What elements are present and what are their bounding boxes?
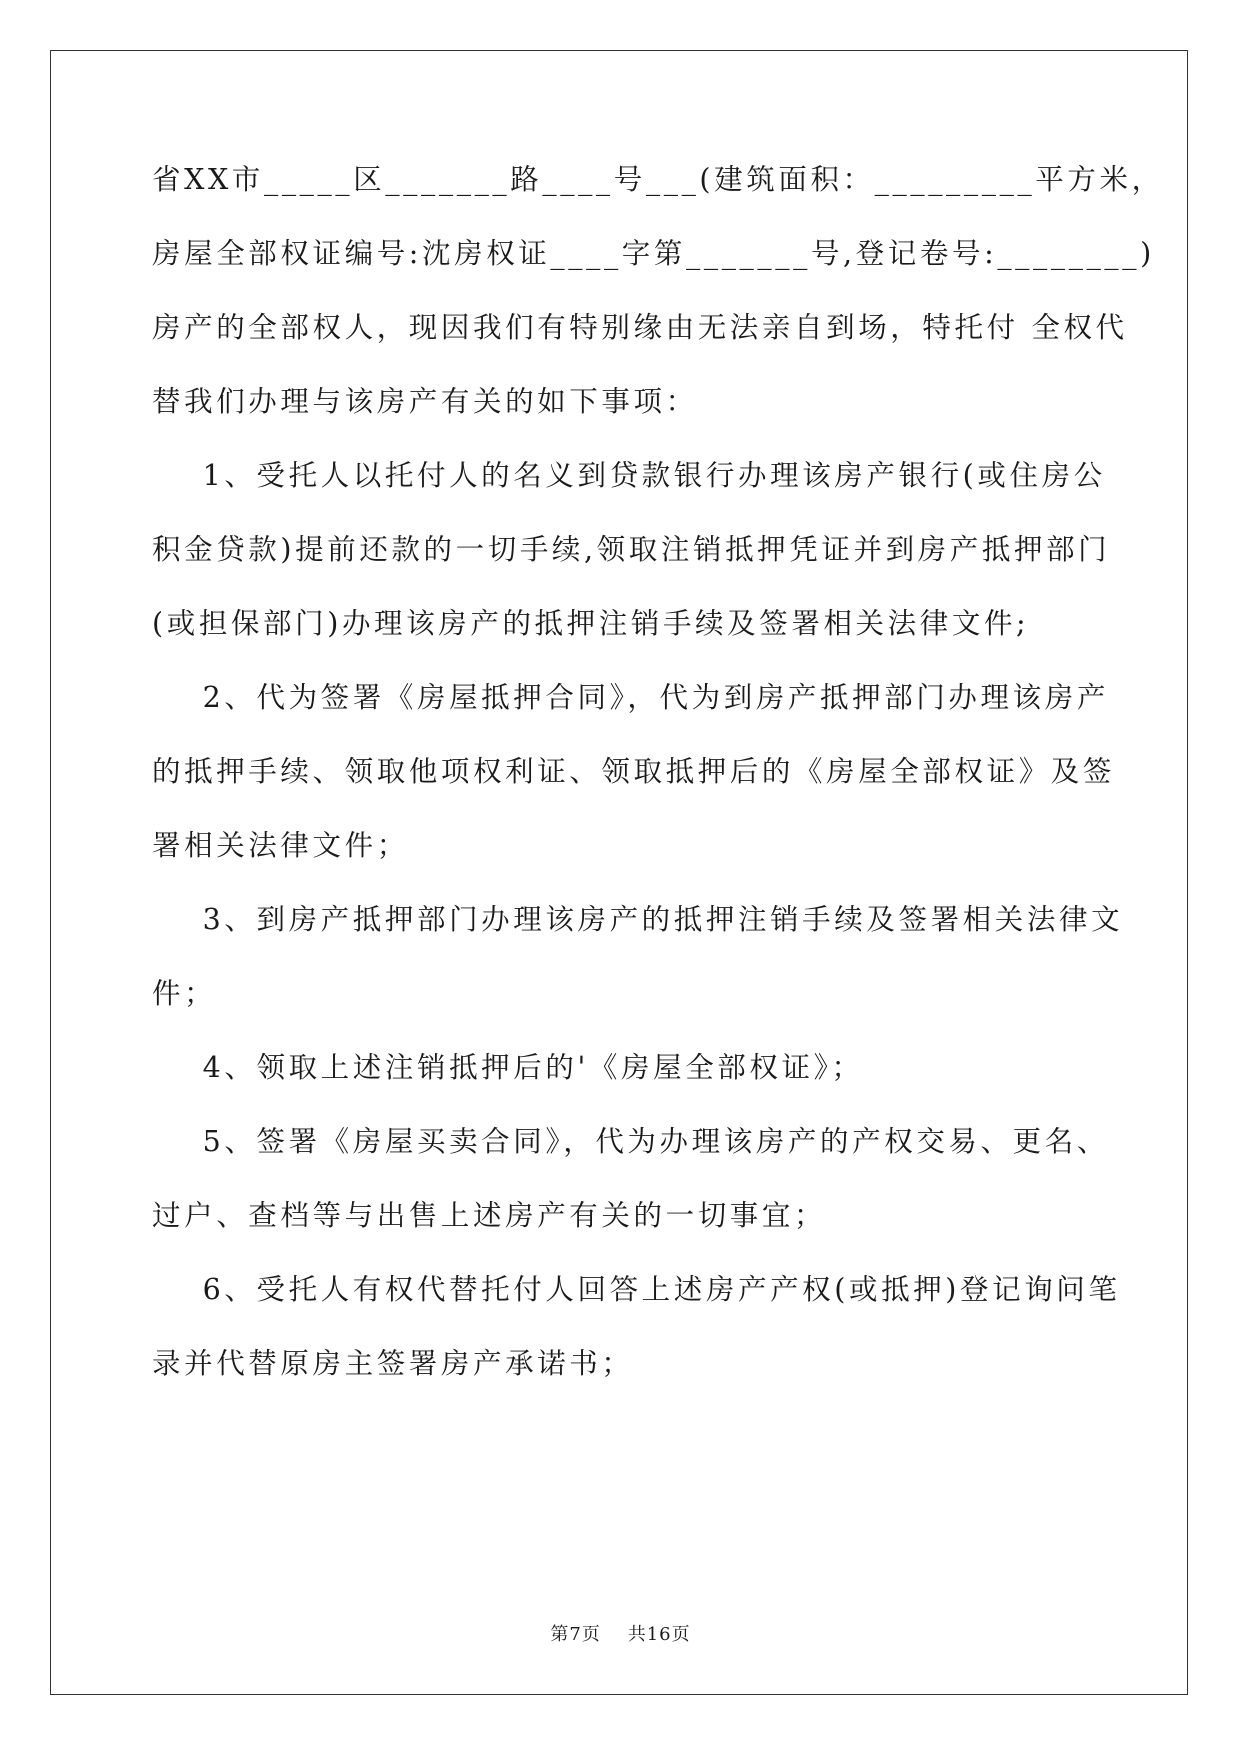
text-line: 3、到房产抵押部门办理该房产的抵押注销手续及签署相关法律文 [152,903,1124,936]
text-line: 件； [152,977,217,1010]
text-line: 录并代替原房主签署房产承诺书； [152,1347,634,1380]
text-line: 房屋全部权证编号:沈房权证____字第_______号,登记卷号:________) [152,237,1155,270]
text-line: 4、领取上述注销抵押后的'《房屋全部权证》； [152,1051,864,1084]
text-line: 5、签署《房屋买卖合同》，代为办理该房产的产权交易、更名、 [152,1125,1109,1158]
text-line: 替我们办理与该房产有关的如下事项： [152,385,698,418]
page-border [50,50,1188,1695]
text-line: (或担保部门)办理该房产的抵押注销手续及签署相关法律文件; [152,607,1030,640]
page-number: 第7页 共16页 [550,1624,691,1645]
text-line: 省XX市_____区_______路____号___(建筑面积：_________平方米， [152,163,1164,196]
text-line: 的抵押手续、领取他项权利证、领取抵押后的《房屋全部权证》及签 [152,755,1116,788]
text-line: 1、受托人以托付人的名义到贷款银行办理该房产银行(或住房公 [152,459,1106,492]
text-line: 2、代为签署《房屋抵押合同》，代为到房产抵押部门办理该房产 [152,681,1109,714]
text-line: 6、受托人有权代替托付人回答上述房产产权(或抵押)登记询问笔 [152,1273,1121,1306]
text-line: 积金贷款)提前还款的一切手续,领取注销抵押凭证并到房产抵押部门 [152,533,1111,566]
text-line: 房产的全部权人，现因我们有特别缘由无法亲自到场，特托付 全权代 [152,311,1128,344]
text-line: 过户、查档等与出售上述房产有关的一切事宜； [152,1199,827,1232]
text-line: 署相关法律文件； [152,829,409,862]
